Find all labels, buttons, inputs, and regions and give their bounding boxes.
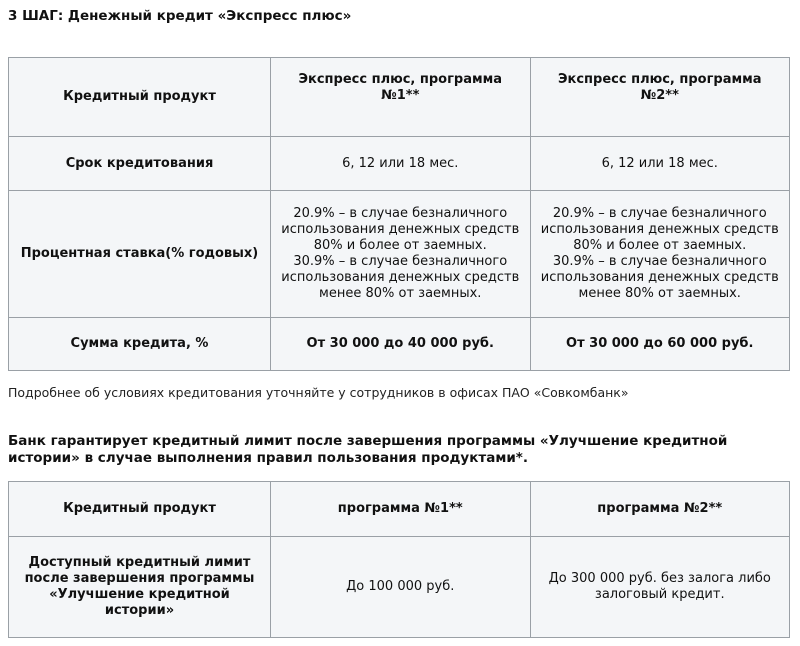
table-row [9, 191, 790, 318]
row-label-limit: Доступный кредитный лимит после завершения программы «Улучшение кредитной истории» [9, 537, 271, 638]
limit-program-2: До 300 000 руб. без залога либо залоговый кредит. [530, 537, 790, 638]
header-program-2: программа №2** [530, 482, 790, 537]
credit-limit-table [8, 481, 790, 638]
header-program-1: Экспресс плюс, программа №1** [271, 58, 531, 137]
row-label-rate: Процентная ставка(% годовых) [9, 191, 271, 318]
credit-terms-table [8, 57, 790, 371]
row-label-term: Срок кредитования [9, 137, 271, 191]
term-program-1: 6, 12 или 18 мес. [271, 137, 531, 191]
table-row [9, 537, 790, 638]
table-row [9, 137, 790, 191]
amount-program-2: От 30 000 до 60 000 руб. [530, 318, 790, 371]
header-product: Кредитный продукт [9, 482, 271, 537]
table-header-row [9, 482, 790, 537]
rate-program-2: 20.9% – в случае безналичного использования денежных средств 80% и более от заемных. 30.9% – в случае безналичного использования денежных средств менее 80% от заемных. [530, 191, 790, 318]
limit-program-1: До 100 000 руб. [271, 537, 531, 638]
amount-program-1: От 30 000 до 40 000 руб. [271, 318, 531, 371]
details-note: Подробнее об условиях кредитования уточняйте у сотрудников в офисах ПАО «Совкомбанк» [8, 385, 629, 400]
term-program-2: 6, 12 или 18 мес. [530, 137, 790, 191]
header-program-1: программа №1** [271, 482, 531, 537]
step-heading: 3 ШАГ: Денежный кредит «Экспресс плюс» [8, 8, 352, 24]
header-program-2: Экспресс плюс, программа №2** [530, 58, 790, 137]
table-row [9, 318, 790, 371]
guarantee-heading: Банк гарантирует кредитный лимит после завершения программы «Улучшение кредитной истории» в случае выполнения правил пользования продуктами*. [8, 433, 728, 466]
table-header-row [9, 58, 790, 137]
header-product: Кредитный продукт [9, 58, 271, 137]
row-label-amount: Сумма кредита, % [9, 318, 271, 371]
rate-program-1: 20.9% – в случае безналичного использования денежных средств 80% и более от заемных. 30.9% – в случае безналичного использования денежных средств менее 80% от заемных. [271, 191, 531, 318]
